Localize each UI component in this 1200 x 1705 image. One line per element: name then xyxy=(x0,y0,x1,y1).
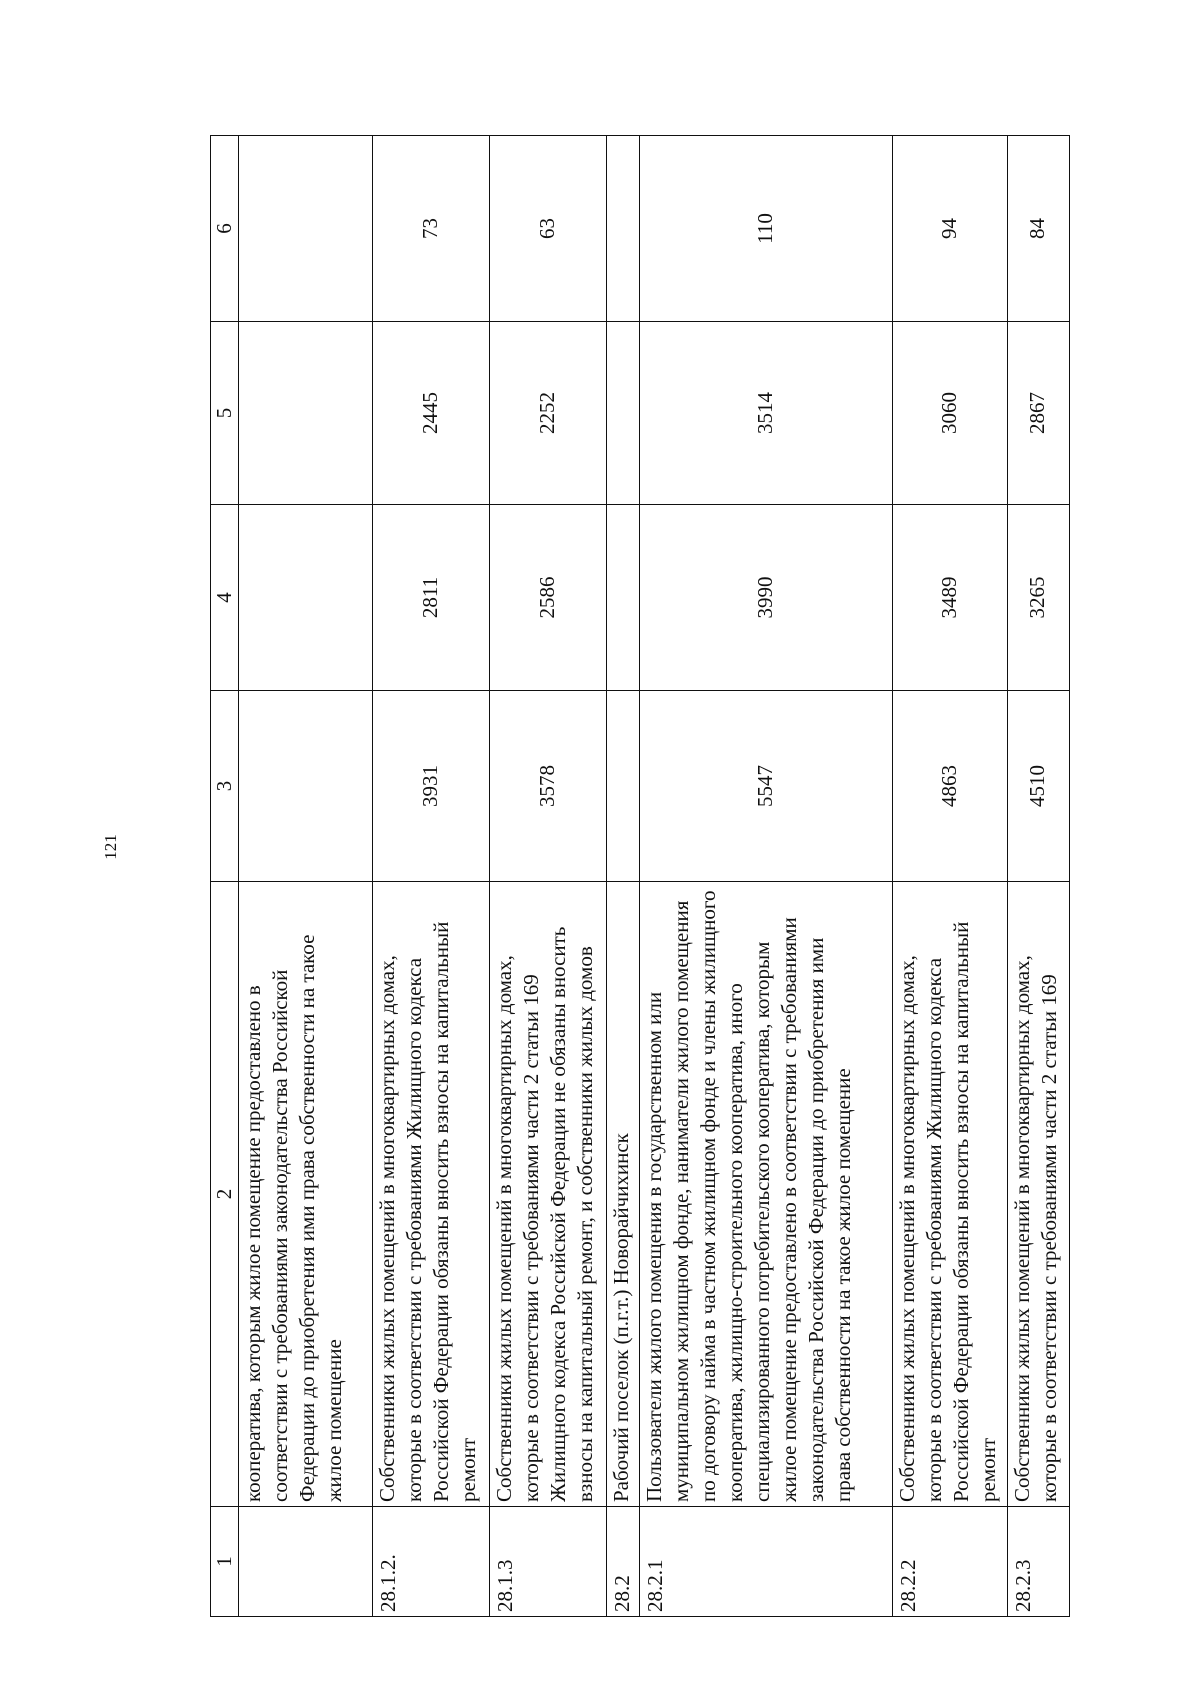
value-col5: 2445 xyxy=(373,322,490,505)
value-col3 xyxy=(607,691,640,882)
value-col5 xyxy=(607,322,640,505)
table-row xyxy=(640,136,893,1617)
table-row xyxy=(490,136,607,1617)
value-col3: 3578 xyxy=(490,691,607,882)
value-col4: 3265 xyxy=(1008,505,1070,691)
header-cell: 6 xyxy=(211,136,239,322)
row-code: 28.1.3 xyxy=(490,1507,607,1617)
row-description: Рабочий поселок (п.г.т.) Новорайчихинск xyxy=(607,882,640,1507)
header-cell: 4 xyxy=(211,505,239,691)
row-code: 28.2 xyxy=(607,1507,640,1617)
page-number: 121 xyxy=(100,834,120,860)
value-col5 xyxy=(239,322,373,505)
row-code xyxy=(239,1507,373,1617)
table-row xyxy=(607,136,640,1617)
value-col3: 5547 xyxy=(640,691,893,882)
value-col3: 3931 xyxy=(373,691,490,882)
value-col6 xyxy=(607,136,640,322)
value-col5: 2252 xyxy=(490,322,607,505)
table-header-row xyxy=(211,136,239,1617)
header-cell: 2 xyxy=(211,882,239,1507)
value-col5: 2867 xyxy=(1008,322,1070,505)
value-col3: 4863 xyxy=(893,691,1008,882)
tariff-table xyxy=(210,135,1070,1617)
value-col3: 4510 xyxy=(1008,691,1070,882)
table-row xyxy=(1008,136,1070,1617)
value-col4: 3489 xyxy=(893,505,1008,691)
row-description: Собственники жилых помещений в многоквартирных домах, которые в соответствии с требованиями части 2 статьи 169 xyxy=(1008,882,1070,1507)
value-col4 xyxy=(607,505,640,691)
table-row xyxy=(373,136,490,1617)
value-col5: 3060 xyxy=(893,322,1008,505)
row-description: Пользователи жилого помещения в государственном или муниципальном жилищном фонде, наниматели жилого помещения по договору найма в частном жилищном фонде и члены жилищного кооператива, жилищно-строительного кооператива, иного специализированного потребительского кооператива, которым жилое помещение предоставлено в соответствии с требованиями законодательства Российской Федерации до приобретения ими права собственности на такое жилое помещение xyxy=(640,882,893,1507)
table-row xyxy=(893,136,1008,1617)
table-row xyxy=(239,136,373,1617)
value-col6: 84 xyxy=(1008,136,1070,322)
row-code: 28.2.2 xyxy=(893,1507,1008,1617)
header-cell: 1 xyxy=(211,1507,239,1617)
value-col4: 2586 xyxy=(490,505,607,691)
row-code: 28.2.1 xyxy=(640,1507,893,1617)
row-code: 28.2.3 xyxy=(1008,1507,1070,1617)
value-col6: 73 xyxy=(373,136,490,322)
row-description: Собственники жилых помещений в многоквартирных домах, которые в соответствии с требованиями Жилищного кодекса Российской Федерации обязаны вносить взносы на капитальный ремонт xyxy=(893,882,1008,1507)
value-col4 xyxy=(239,505,373,691)
value-col6 xyxy=(239,136,373,322)
row-description: Собственники жилых помещений в многоквартирных домах, которые в соответствии с требованиями части 2 статьи 169 Жилищного кодекса Российской Федерации не обязаны вносить взносы на капитальный ремонт, и собственники жилых домов xyxy=(490,882,607,1507)
header-cell: 3 xyxy=(211,691,239,882)
row-description: Собственники жилых помещений в многоквартирных домах, которые в соответствии с требованиями Жилищного кодекса Российской Федерации обязаны вносить взносы на капитальный ремонт xyxy=(373,882,490,1507)
value-col4: 3990 xyxy=(640,505,893,691)
value-col6: 63 xyxy=(490,136,607,322)
value-col6: 94 xyxy=(893,136,1008,322)
row-code: 28.1.2. xyxy=(373,1507,490,1617)
header-cell: 5 xyxy=(211,322,239,505)
value-col5: 3514 xyxy=(640,322,893,505)
value-col4: 2811 xyxy=(373,505,490,691)
value-col3 xyxy=(239,691,373,882)
rotated-table-container xyxy=(210,136,1080,1617)
row-description: кооператива, которым жилое помещение предоставлено в соответствии с требованиями законодательства Российской Федерации до приобретения ими права собственности на такое жилое помещение xyxy=(239,882,373,1507)
value-col6: 110 xyxy=(640,136,893,322)
